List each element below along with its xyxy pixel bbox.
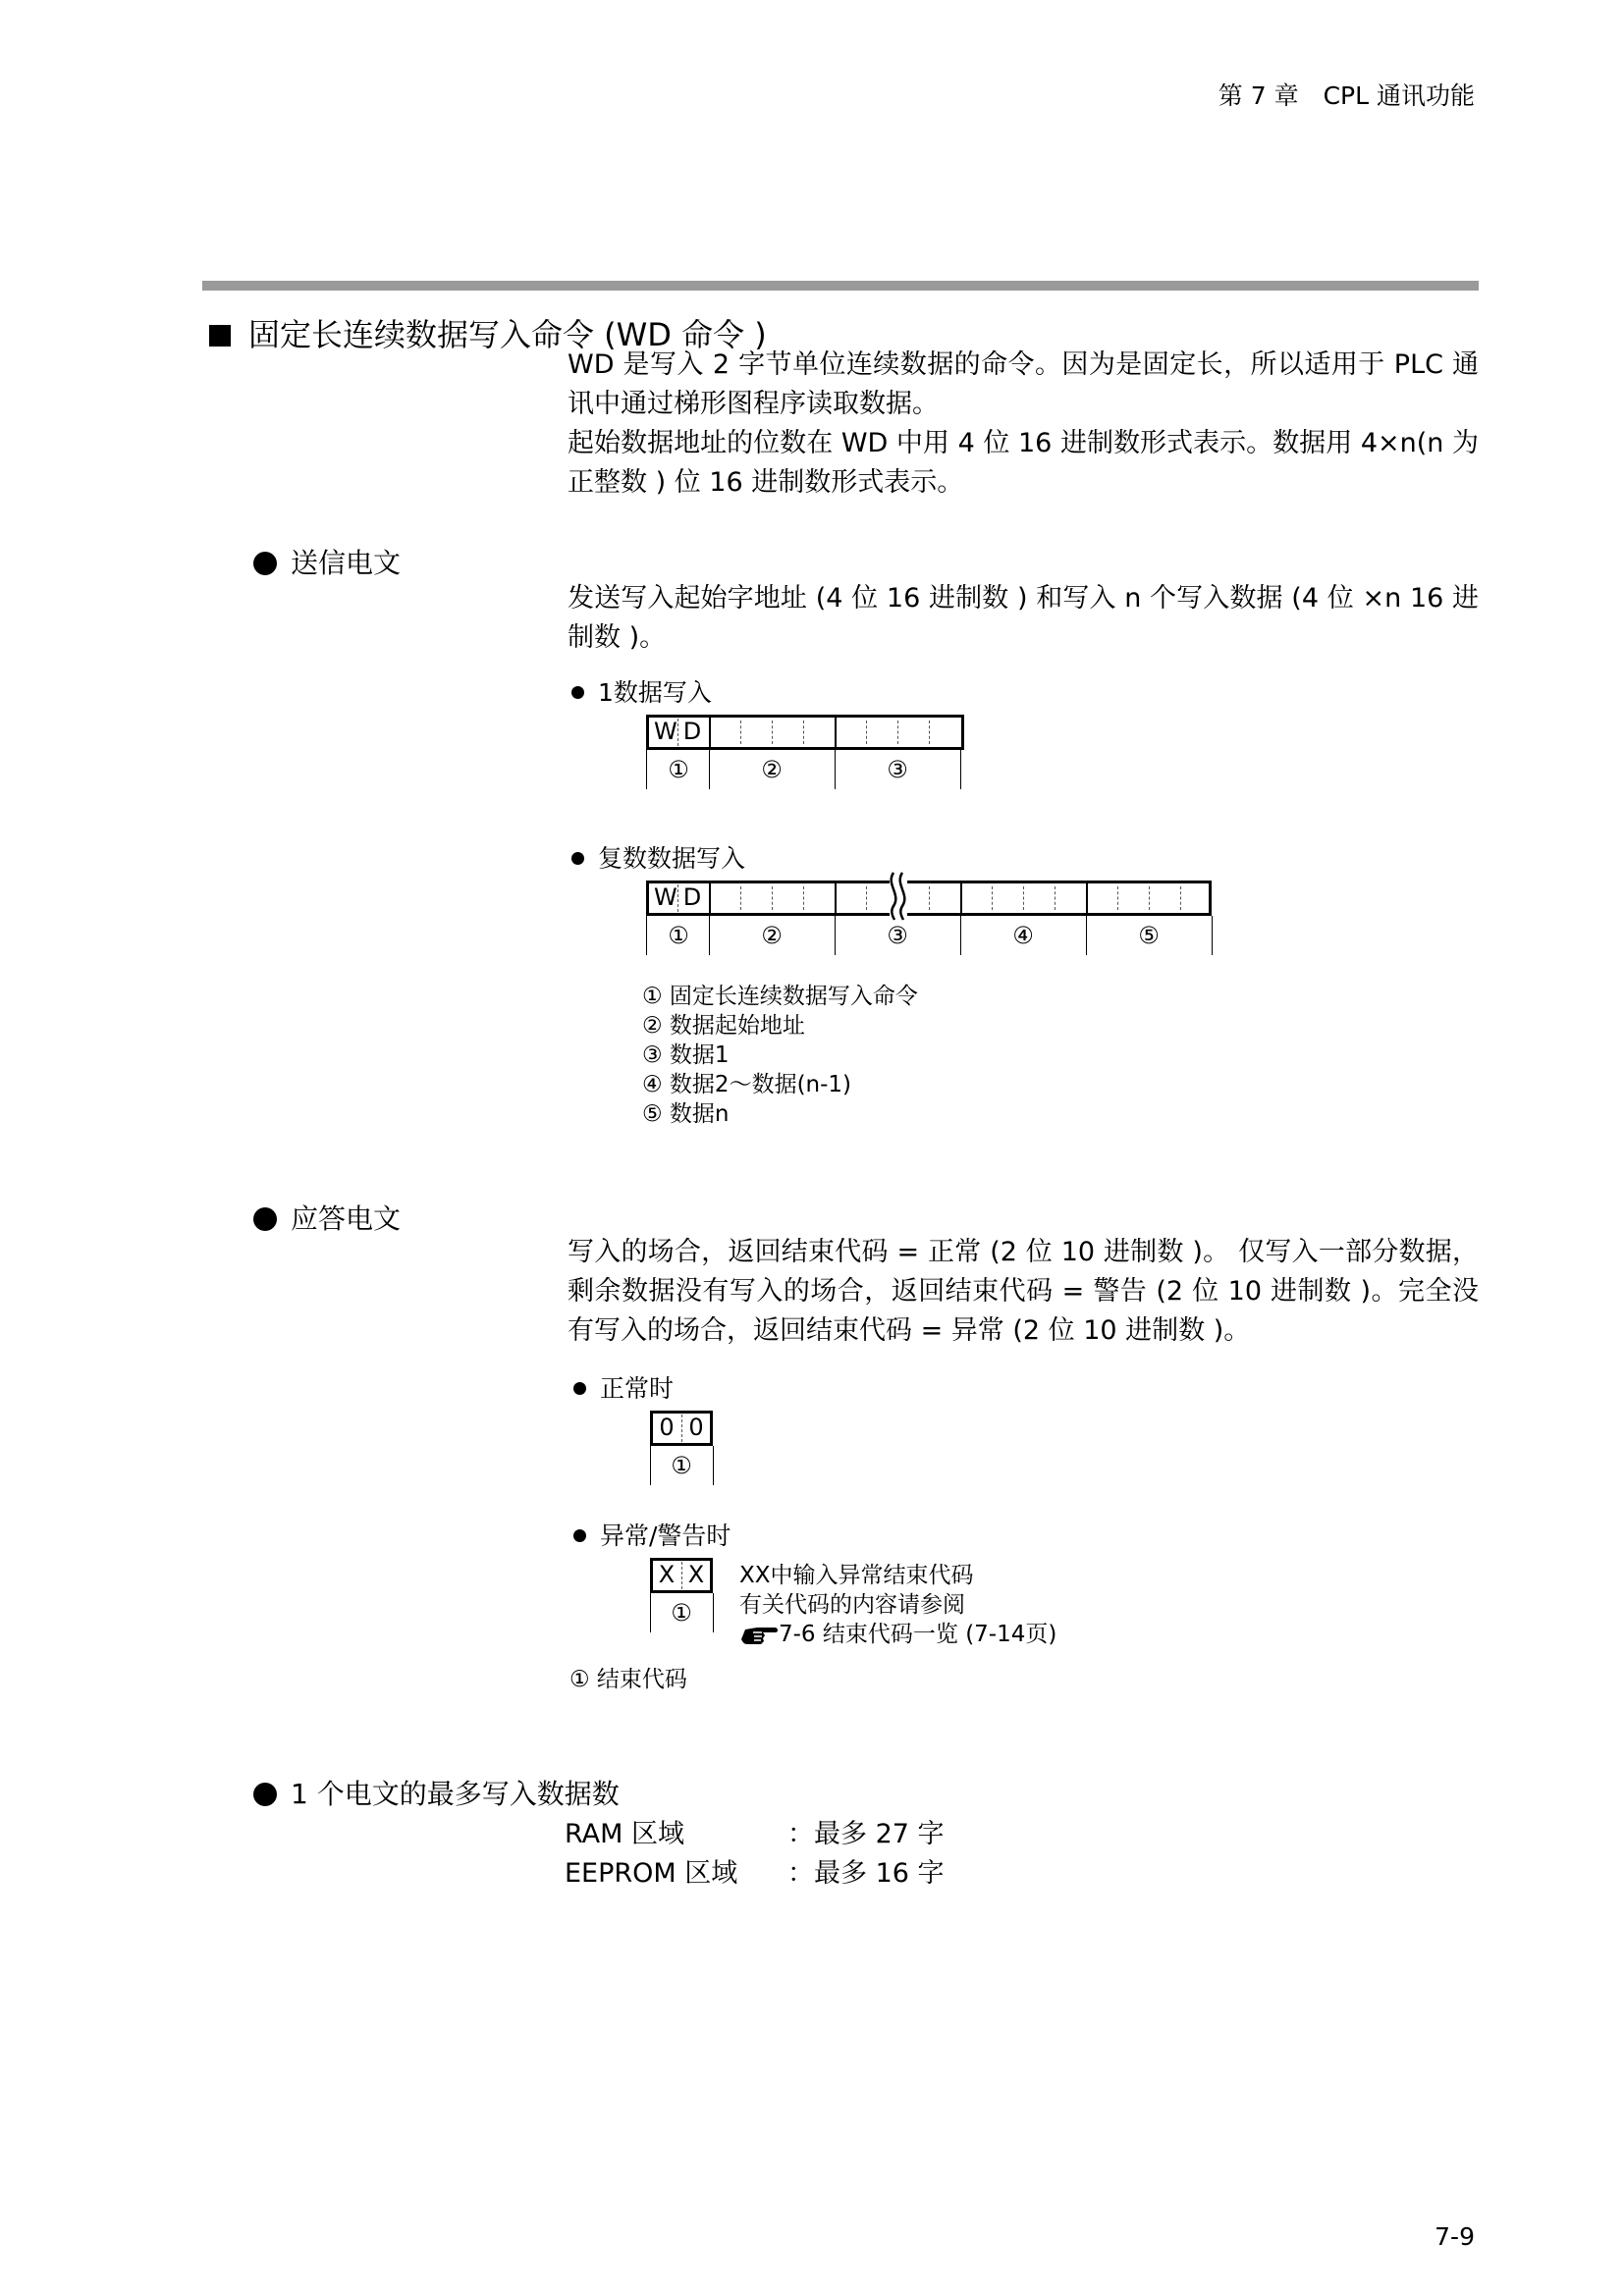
frame-char: 0 <box>659 1414 675 1441</box>
ram-area-label: RAM 区域 <box>565 1819 685 1849</box>
frame-divider <box>866 721 867 744</box>
section-rule <box>202 281 1479 291</box>
eeprom-area-label: EEPROM 区域 <box>565 1858 738 1889</box>
field-marker: ⑤ <box>1138 922 1160 949</box>
frame-divider <box>992 886 993 910</box>
frame-divider <box>835 916 836 955</box>
error-note-3[interactable] <box>739 1620 1056 1649</box>
field-marker: ② <box>761 756 783 783</box>
frame-divider <box>709 916 710 955</box>
response-legend: ① 结束代码 <box>569 1667 687 1692</box>
frame-divider <box>1086 916 1087 955</box>
square-bullet-icon <box>209 325 231 347</box>
pointing-hand-icon <box>739 1620 779 1647</box>
frame-divider <box>740 721 741 744</box>
frame-divider <box>960 881 962 916</box>
frame-divider <box>1055 886 1056 910</box>
frame-divider <box>772 886 773 910</box>
frame-divider <box>650 1593 651 1632</box>
legend-item: ② 数据起始地址 <box>642 1013 805 1039</box>
eeprom-area-value: ：最多 16 字 <box>787 1858 945 1889</box>
field-marker: ③ <box>887 922 908 949</box>
small-bullet-icon <box>573 1529 586 1542</box>
normal-label <box>573 1369 674 1405</box>
frame-char: X <box>658 1561 676 1588</box>
field-marker: ① <box>671 1599 692 1627</box>
frame-divider <box>1117 886 1118 910</box>
send-heading <box>253 542 401 581</box>
frame-divider <box>803 886 804 910</box>
ram-area-value: ：最多 27 字 <box>787 1819 945 1849</box>
response-heading-text: 应答电文 <box>291 1202 402 1235</box>
small-bullet-icon <box>571 852 584 865</box>
frame-char: D <box>682 883 702 911</box>
frame-divider <box>681 1415 682 1442</box>
field-marker: ① <box>668 922 689 949</box>
frame-divider <box>646 750 647 789</box>
frame-divider <box>772 721 773 744</box>
frame-divider <box>677 884 678 912</box>
frame-divider <box>646 916 647 955</box>
frame-divider <box>929 721 930 744</box>
frame-divider <box>897 721 898 744</box>
max-heading-text: 1 个电文的最多写入数据数 <box>291 1778 620 1810</box>
error-label <box>573 1517 731 1552</box>
frame-divider <box>709 881 711 916</box>
frame-divider <box>1180 886 1181 910</box>
response-body: 写入的场合，返回结束代码 = 正常 (2 位 10 进制数 )。 仅写入一部分数据，剩余数据没有写入的场合，返回结束代码 = 警告 (2 位 10 进制数 )。完全没有写入的场合，返回结束代码 = 异常 (2 位 10 进制数 )。 <box>568 1237 1479 1346</box>
legend-item: ⑤ 数据n <box>642 1101 730 1127</box>
frame-divider <box>740 886 741 910</box>
frame-divider <box>1149 886 1150 910</box>
send-body: 发送写入起始字地址 (4 位 16 进制数 ) 和写入 n 个写入数据 (4 位 ×n 16 进制数 )。 <box>568 583 1479 653</box>
cross-reference-link: 7-6 结束代码一览 (7-14页) <box>779 1622 1057 1647</box>
frame-divider <box>960 750 961 789</box>
frame-divider <box>866 886 867 910</box>
legend-item: ① 固定长连续数据写入命令 <box>642 984 918 1009</box>
frame-divider <box>713 1593 714 1632</box>
frame-divider <box>650 1446 651 1485</box>
error-label-text: 异常/警告时 <box>600 1522 731 1550</box>
page-number: 7-9 <box>1435 2222 1475 2251</box>
response-heading <box>253 1198 401 1237</box>
frame-divider <box>960 916 961 955</box>
frame-divider <box>1086 881 1088 916</box>
frame-divider <box>681 1562 682 1589</box>
frame-char: X <box>687 1561 705 1588</box>
legend-item: ④ 数据2～数据(n-1) <box>642 1072 852 1097</box>
frame-divider <box>677 719 678 746</box>
frame-char: W <box>654 718 677 745</box>
frame-divider <box>835 881 837 916</box>
small-bullet-icon <box>573 1382 586 1395</box>
frame-divider <box>835 750 836 789</box>
field-marker: ④ <box>1012 922 1034 949</box>
frame-divider <box>713 1446 714 1485</box>
legend-item: ③ 数据1 <box>642 1042 730 1068</box>
field-marker: ① <box>668 756 689 783</box>
section-title-text: 固定长连续数据写入命令 (WD 命令 ) <box>248 316 767 353</box>
frame-char: W <box>654 883 677 911</box>
frame-divider <box>1023 886 1024 910</box>
field-marker: ③ <box>887 756 908 783</box>
chapter-header: 第 7 章 CPL 通讯功能 <box>1218 81 1475 110</box>
max-heading <box>253 1773 620 1812</box>
bullet-icon <box>253 552 277 575</box>
multi-write-label <box>571 839 745 875</box>
bullet-icon <box>253 1207 277 1231</box>
multi-write-label-text: 复数数据写入 <box>598 844 746 873</box>
frame-divider <box>709 715 711 750</box>
frame-char: 0 <box>688 1414 704 1441</box>
frame-char: D <box>682 718 702 745</box>
intro-paragraph-1: WD 是写入 2 字节单位连续数据的命令。因为是固定长，所以适用于 PLC 通讯中通过梯形图程序读取数据。 <box>568 349 1479 419</box>
error-note-2: 有关代码的内容请参阅 <box>739 1592 965 1618</box>
frame-divider <box>1212 916 1213 955</box>
normal-label-text: 正常时 <box>600 1374 675 1403</box>
frame-divider <box>929 886 930 910</box>
frame-divider <box>709 750 710 789</box>
single-write-label <box>571 673 712 709</box>
small-bullet-icon <box>571 686 584 699</box>
send-heading-text: 送信电文 <box>291 547 402 579</box>
single-write-label-text: 1数据写入 <box>598 678 712 707</box>
intro-paragraph-2: 起始数据地址的位数在 WD 中用 4 位 16 进制数形式表示。数据用 4×n(n 为正整数 ) 位 16 进制数形式表示。 <box>568 428 1479 498</box>
field-marker: ① <box>671 1452 692 1479</box>
frame-divider <box>803 721 804 744</box>
error-note-1: XX中输入异常结束代码 <box>739 1563 974 1588</box>
send-legend <box>642 982 918 1129</box>
bullet-icon <box>253 1783 277 1806</box>
frame-divider <box>835 715 837 750</box>
field-marker: ② <box>761 922 783 949</box>
break-mark-icon <box>886 871 913 922</box>
